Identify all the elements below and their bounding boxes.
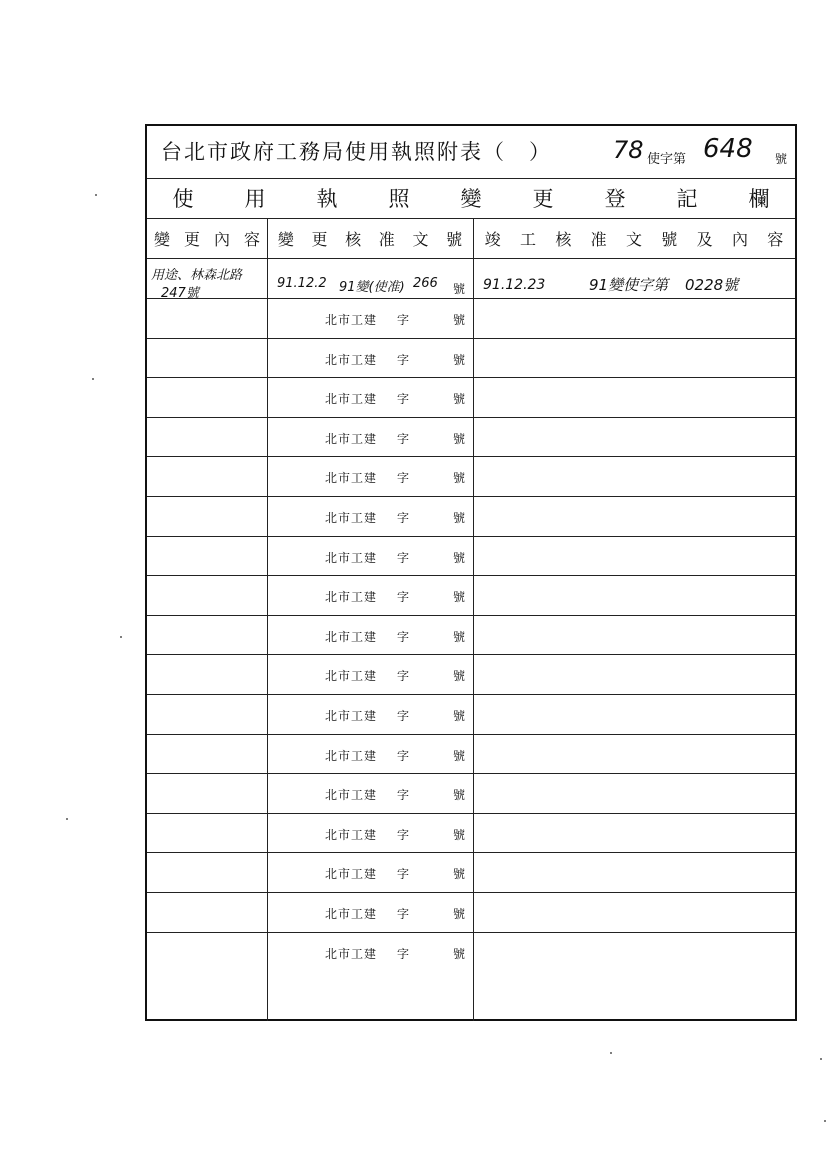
form-title: 台北市政府工務局使用執照附表（ ） (161, 140, 552, 164)
row-divider (147, 456, 795, 457)
header-char: 內 (213, 229, 230, 249)
row-mid-text: 字 (397, 352, 411, 367)
row-suffix-text: 號 (453, 748, 467, 763)
row-prefix-text: 北市工建 (325, 788, 378, 803)
row-prefix-text: 北市工建 (325, 352, 378, 367)
row-prefix-text: 北市工建 (325, 907, 378, 921)
row-mid-text: 字 (397, 629, 411, 644)
row-suffix-text: 號 (453, 867, 467, 882)
header-char: 工 (519, 229, 536, 249)
row-prefix-text: 北市工建 (325, 471, 378, 486)
row-prefix-text: 北市工建 (325, 629, 378, 644)
row-mid-text: 字 (397, 471, 411, 486)
row-divider (147, 932, 795, 933)
column-header-change-content (147, 218, 267, 258)
row-suffix-text: 號 (453, 590, 467, 605)
row-prefix-text: 北市工建 (325, 827, 378, 842)
column-header-approval-doc (269, 218, 471, 258)
row-mid-text: 字 (397, 709, 411, 723)
completion-ref: 91變使字第 (589, 276, 669, 294)
banner-char: 照 (388, 187, 410, 211)
row-mid-text: 字 (397, 431, 411, 446)
row-prefix-text: 北市工建 (325, 867, 378, 882)
row-prefix-text: 北市工建 (325, 392, 378, 407)
column-header-completion-doc (475, 218, 793, 258)
row-divider (147, 536, 795, 537)
row-mid-text: 字 (397, 827, 411, 842)
section-banner (147, 178, 795, 218)
header-char: 變 (153, 229, 170, 249)
approval-ref: 91變(使准) (339, 280, 405, 295)
header-char: 及 (696, 229, 713, 249)
row-mid-text: 字 (397, 313, 411, 327)
header-char: 號 (446, 229, 463, 249)
header-char: 更 (311, 229, 328, 249)
row-divider (147, 654, 795, 655)
row-mid-text: 字 (397, 669, 411, 684)
row-mid-text: 字 (397, 511, 411, 525)
completion-date: 91.12.23 (483, 277, 546, 293)
row-divider (147, 615, 795, 616)
banner-char: 用 (244, 187, 266, 211)
row-divider (147, 813, 795, 814)
banner-char: 使 (172, 187, 194, 211)
row-mid-text: 字 (397, 946, 411, 961)
row-prefix-text: 北市工建 (325, 431, 378, 446)
approval-date: 91.12.2 (277, 276, 327, 291)
row-suffix-text: 號 (453, 392, 467, 407)
row-divider (147, 377, 795, 378)
row-suffix-text: 號 (453, 352, 467, 367)
completion-num: 0228號 (685, 276, 739, 294)
row-prefix-text: 北市工建 (325, 669, 378, 684)
row-suffix-text: 號 (453, 629, 467, 644)
row-prefix-text: 北市工建 (325, 313, 378, 327)
header-char: 號 (661, 229, 678, 249)
header-char: 容 (243, 229, 260, 249)
header-char: 內 (731, 229, 748, 249)
header-char: 文 (625, 229, 642, 249)
row-prefix-text: 北市工建 (325, 550, 378, 565)
row-divider (147, 773, 795, 774)
row-prefix-text: 北市工建 (325, 590, 378, 605)
row-suffix-text: 號 (453, 946, 467, 961)
header-char: 容 (767, 229, 784, 249)
row-divider (147, 575, 795, 576)
license-annex-form (145, 124, 797, 1021)
row-divider (147, 298, 795, 299)
row-suffix-text: 號 (453, 788, 467, 803)
row-suffix-text: 號 (453, 313, 467, 327)
banner-char: 登 (604, 187, 626, 211)
row-suffix-text: 號 (453, 709, 467, 723)
row-suffix-text: 號 (453, 431, 467, 446)
row-suffix-text: 號 (453, 550, 467, 565)
row-suffix-text: 號 (453, 907, 467, 921)
row-prefix-text: 北市工建 (325, 748, 378, 763)
header-char: 准 (590, 229, 607, 249)
form-title-row (147, 126, 795, 178)
row-divider (147, 694, 795, 695)
change-content-line1: 用途、林森北路 (151, 268, 243, 283)
row-divider (147, 496, 795, 497)
divider (147, 258, 795, 259)
banner-char: 欄 (748, 187, 770, 211)
license-prefix: 使字第 (647, 152, 687, 167)
row-divider (147, 734, 795, 735)
header-char: 變 (277, 229, 294, 249)
banner-char: 執 (316, 187, 338, 211)
row-suffix-text: 號 (453, 471, 467, 486)
row-suffix-text: 號 (453, 511, 467, 525)
year-handwritten: 78 (613, 136, 644, 164)
row-mid-text: 字 (397, 788, 411, 803)
row-mid-text: 字 (397, 907, 411, 921)
approval-suffix: 號 (453, 282, 466, 296)
row-mid-text: 字 (397, 550, 411, 565)
header-char: 核 (555, 229, 572, 249)
banner-char: 記 (676, 187, 698, 211)
header-char: 准 (378, 229, 395, 249)
row-mid-text: 字 (397, 867, 411, 882)
row-mid-text: 字 (397, 392, 411, 407)
row-divider (147, 338, 795, 339)
change-content-line2: 247號 (161, 286, 199, 301)
approval-num: 266 (413, 276, 438, 291)
row-prefix-text: 北市工建 (325, 709, 378, 723)
header-char: 核 (345, 229, 362, 249)
license-number: 648 (703, 134, 753, 164)
header-char: 竣 (484, 229, 501, 249)
row-suffix-text: 號 (453, 827, 467, 842)
banner-char: 更 (532, 187, 554, 211)
row-divider (147, 417, 795, 418)
row-divider (147, 892, 795, 893)
row-suffix-text: 號 (453, 669, 467, 684)
row-prefix-text: 北市工建 (325, 511, 378, 525)
row-divider (147, 852, 795, 853)
row-mid-text: 字 (397, 748, 411, 763)
header-char: 更 (183, 229, 200, 249)
header-char: 文 (412, 229, 429, 249)
license-suffix: 號 (775, 152, 788, 166)
row-mid-text: 字 (397, 590, 411, 605)
banner-char: 變 (460, 187, 482, 211)
row-prefix-text: 北市工建 (325, 946, 378, 961)
